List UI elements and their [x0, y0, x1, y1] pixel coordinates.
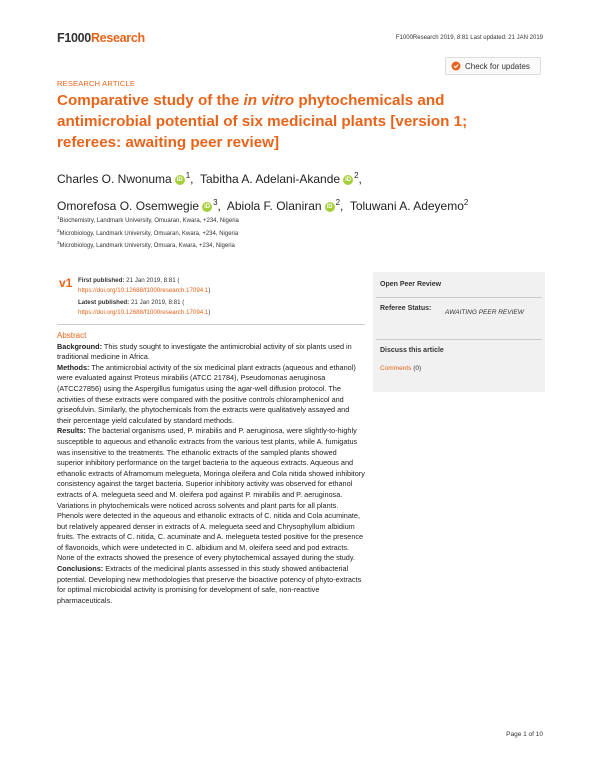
check-for-updates-button[interactable] [445, 57, 541, 75]
referee-status-label: Referee Status: [380, 305, 432, 312]
affiliation [57, 215, 239, 224]
peer-review-sidebar [373, 272, 545, 392]
author-name[interactable]: Tabitha A. Adelani-Akande [199, 172, 341, 186]
title-italic: in vitro [243, 92, 295, 109]
latest-published-value: 21 Jan 2019, 8:81 ( [130, 299, 185, 306]
sidebar-divider [376, 339, 542, 340]
first-published-value: 21 Jan 2019, 8:81 ( [126, 277, 180, 284]
orcid-icon[interactable]: iD [176, 177, 183, 183]
author-affiliation-ref: 3 [213, 198, 218, 207]
latest-published-label: Latest published: [78, 299, 130, 306]
author-name[interactable]: Toluwani A. Adeyemo [349, 199, 464, 213]
affiliation-text: Microbiology, Landmark University, Omuaran, Kwara, +234, Nigeria [59, 231, 239, 237]
page-number: Page 1 of 10 [506, 731, 543, 738]
open-peer-review-heading: Open Peer Review [380, 281, 442, 288]
logo-right: Research [90, 31, 145, 45]
methods-label: Methods: [57, 362, 90, 372]
results-text: The bacterial organisms used, P. mirabilis and P. aeruginosa, were slightly-to-highly susceptible to aqueous and ethanolic extracts from the various test plants, while A. fumigatus was insensitive to the treatments. The ethanolic extracts of the sampled plants showed superior inhibitory performance on the target bacteria to the aqueous extracts. Aqueous and ethanolic extracts of Aframomum melegueta, Moringa oleifera and Cola nitida showed inhibitory consistency against the target bacteria. Superior inhibitory activity was observed for ethanol extracts of A. melegueta seed and M. oleifera pod against P. mirabilis and P. aeruginosa. Variations in phytochemicals were noticed across solvents and plant parts for all plants. Phenols were detected in the aqueous and ethanolic extracts of C. nitida and Cola acuminate, but relatively appeared denser in extracts of A. melegueta seed and Chrysophyllum albidium fruits. The extracts of C. nitida, C. acuminate and A. melegueta tested positive for the presence of flavonoids, which were undetected in C. albidium and M. oleifera seed and pod extracts. None of the extracts showed the presence of every phytochemical assayed during the study. [57, 426, 365, 563]
comments [380, 365, 421, 372]
author-name[interactable]: Charles O. Nwonuma [57, 172, 172, 186]
orcid-icon[interactable]: iD [326, 204, 333, 210]
paren-close: ) [208, 286, 211, 294]
abstract-results [57, 426, 365, 564]
orcid-icon[interactable]: iD [345, 177, 352, 183]
affiliation [57, 228, 238, 237]
title-part-2: phytochemicals and antimicrobial potential of six medicinal plants [version 1; referees: awaiting peer review] [57, 92, 468, 151]
author-affiliation-ref: 2 [463, 198, 469, 207]
article-type-label: RESEARCH ARTICLE [57, 79, 136, 88]
author-affiliation-ref: 2 [354, 171, 359, 180]
author-name[interactable]: Omorefosa O. Osemwegie [57, 199, 200, 213]
author-list: Charles O. Nwonuma iD $^1$, Tabitha A. Adelani-Akande iD $^2$, Omorefosa O. Osemwegie iD $^3$, Abiola F. Olaniran iD $^2$, Toluwani A. Adeyemo$^2$ [57, 171, 469, 213]
comments-count: (0) [411, 365, 422, 372]
abstract-heading: Abstract [57, 331, 87, 340]
latest-published [78, 298, 210, 317]
version-badge: v1 [59, 276, 73, 290]
f1000research-logo[interactable] [57, 31, 145, 45]
title-part-1: Comparative study of the [57, 92, 244, 109]
conclusions-label: Conclusions: [57, 564, 104, 574]
first-published-doi-link[interactable]: https://doi.org/10.12688/f1000research.17094.1 [78, 286, 209, 294]
author-affiliation-ref: 1 [185, 171, 191, 180]
comments-link[interactable]: Comments [380, 365, 412, 372]
affiliation-number: 3 [57, 240, 60, 245]
paren-close: ) [208, 308, 211, 316]
methods-text: The antimicrobial activity of the six medicinal plant extracts (aqueous and ethanol) were evaluated against Proteus mirabilis (ATCC 21784), Pseudomonas aeruginosa (ATCC27856) using the Aspergillus fumigatus using the agar-well diffusion protocol. The activities of these extracts were compared with the positive controls chloramphenicol and griseofulvin. Similarly, the phytochemicals from the extracts were qualitatively assayed and their percentage yield calculated by standard methods. [57, 362, 356, 425]
first-published-label: First published: [78, 277, 125, 284]
divider [57, 324, 365, 325]
abstract-background [57, 342, 365, 363]
author-affiliation-ref: 2 [335, 198, 341, 207]
affiliation-number: 1 [57, 215, 60, 220]
header-meta: F1000Research 2019, 8:81 Last updated: 21 JAN 2019 [395, 35, 543, 41]
abstract [57, 331, 365, 606]
check-for-updates-label: Check for updates [465, 61, 530, 71]
discuss-heading: Discuss this article [380, 347, 444, 354]
affiliation-text: Microbiology, Landmark University, Omuara, Kwara, +234, Nigeria [59, 243, 235, 249]
author-name[interactable]: Abiola F. Olaniran [226, 199, 322, 213]
logo-left: F1000 [57, 31, 91, 45]
background-label: Background: [57, 341, 102, 351]
article-title [57, 90, 527, 153]
first-published [78, 276, 210, 295]
abstract-methods [57, 363, 365, 427]
referee-status-value: AWAITING PEER REVIEW [445, 309, 524, 316]
results-label: Results: [57, 426, 86, 436]
affiliation [57, 240, 235, 249]
affiliation-text: Biochemistry, Landmark University, Omuaran, Kwara, +234, Nigeria [59, 218, 239, 224]
conclusions-text: Extracts of the medicinal plants assessed in this study showed antibacterial potential. Developing new methodologies that preserve the bioactive potency of phyto-extracts for optimal microbicidal activity is promising for development of safe, non-reactive pharmaceuticals. [57, 564, 362, 605]
orcid-icon[interactable]: iD [204, 204, 211, 210]
latest-published-doi-link[interactable]: https://doi.org/10.12688/f1000research.17094.1 [78, 308, 209, 316]
affiliation-number: 2 [57, 228, 60, 233]
crossmark-icon [451, 61, 461, 71]
abstract-conclusions [57, 564, 365, 606]
sidebar-divider [376, 297, 542, 298]
background-text: This study sought to investigate the antimicrobial activity of six plants used in traditional medicine in Africa. [57, 341, 352, 362]
